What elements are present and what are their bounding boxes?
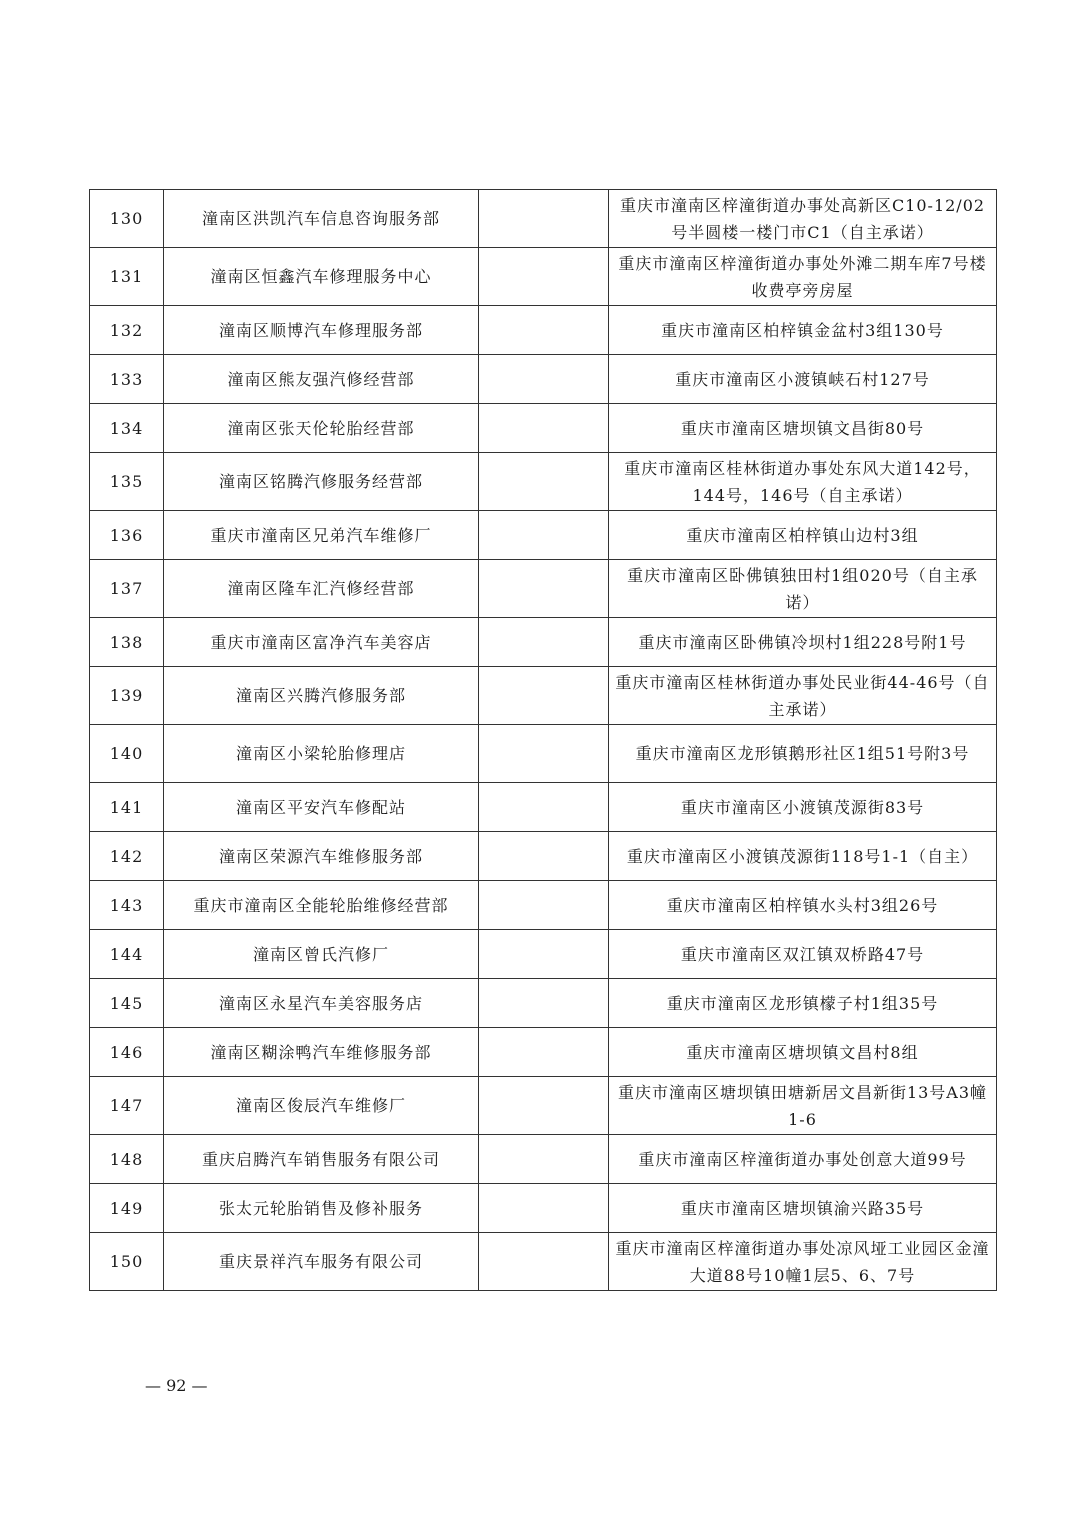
business-address: 重庆市潼南区龙形镇檬子村1组35号 [609, 979, 997, 1028]
blank-cell [479, 618, 609, 667]
row-number: 141 [90, 783, 164, 832]
table-row [90, 560, 997, 618]
business-address: 重庆市潼南区塘坝镇文昌街80号 [609, 404, 997, 453]
table-row [90, 979, 997, 1028]
row-number: 148 [90, 1135, 164, 1184]
business-address: 重庆市潼南区小渡镇茂源街118号1-1（自主） [609, 832, 997, 881]
blank-cell [479, 1233, 609, 1291]
row-number: 131 [90, 248, 164, 306]
table-row [90, 453, 997, 511]
table-row [90, 511, 997, 560]
business-list-table [89, 189, 997, 1291]
table-row [90, 832, 997, 881]
blank-cell [479, 560, 609, 618]
business-name: 潼南区张天伦轮胎经营部 [164, 404, 479, 453]
business-name: 重庆启腾汽车销售服务有限公司 [164, 1135, 479, 1184]
row-number: 137 [90, 560, 164, 618]
blank-cell [479, 306, 609, 355]
business-address: 重庆市潼南区小渡镇峡石村127号 [609, 355, 997, 404]
row-number: 136 [90, 511, 164, 560]
table-body [90, 190, 997, 1291]
blank-cell [479, 1135, 609, 1184]
row-number: 150 [90, 1233, 164, 1291]
business-address: 重庆市潼南区塘坝镇渝兴路35号 [609, 1184, 997, 1233]
row-number: 145 [90, 979, 164, 1028]
table-row [90, 1028, 997, 1077]
row-number: 146 [90, 1028, 164, 1077]
row-number: 132 [90, 306, 164, 355]
business-address: 重庆市潼南区桂林街道办事处民业街44-46号（自主承诺） [609, 667, 997, 725]
business-name: 潼南区恒鑫汽车修理服务中心 [164, 248, 479, 306]
table-row [90, 355, 997, 404]
blank-cell [479, 881, 609, 930]
business-name: 潼南区糊涂鸭汽车维修服务部 [164, 1028, 479, 1077]
business-address: 重庆市潼南区卧佛镇冷坝村1组228号附1号 [609, 618, 997, 667]
business-address: 重庆市潼南区柏梓镇山边村3组 [609, 511, 997, 560]
row-number: 135 [90, 453, 164, 511]
business-address: 重庆市潼南区桂林街道办事处东风大道142号，144号，146号（自主承诺） [609, 453, 997, 511]
business-address: 重庆市潼南区梓潼街道办事处外滩二期车库7号楼收费亭旁房屋 [609, 248, 997, 306]
business-address: 重庆市潼南区梓潼街道办事处创意大道99号 [609, 1135, 997, 1184]
row-number: 144 [90, 930, 164, 979]
page-number: — 92 — [145, 1376, 208, 1395]
table-row [90, 1184, 997, 1233]
table-row [90, 1135, 997, 1184]
table-row [90, 618, 997, 667]
blank-cell [479, 783, 609, 832]
business-name: 潼南区兴腾汽修服务部 [164, 667, 479, 725]
business-name: 潼南区熊友强汽修经营部 [164, 355, 479, 404]
row-number: 140 [90, 725, 164, 783]
business-name: 潼南区俊辰汽车维修厂 [164, 1077, 479, 1135]
business-name: 潼南区顺博汽车修理服务部 [164, 306, 479, 355]
business-name: 潼南区平安汽车修配站 [164, 783, 479, 832]
business-address: 重庆市潼南区柏梓镇金盆村3组130号 [609, 306, 997, 355]
business-address: 重庆市潼南区塘坝镇田塘新居文昌新街13号A3幢1-6 [609, 1077, 997, 1135]
blank-cell [479, 1028, 609, 1077]
table-row [90, 1077, 997, 1135]
business-name: 重庆景祥汽车服务有限公司 [164, 1233, 479, 1291]
business-name: 潼南区铭腾汽修服务经营部 [164, 453, 479, 511]
blank-cell [479, 355, 609, 404]
blank-cell [479, 930, 609, 979]
business-name: 潼南区洪凯汽车信息咨询服务部 [164, 190, 479, 248]
business-name: 潼南区曾氏汽修厂 [164, 930, 479, 979]
table-row [90, 783, 997, 832]
table-row [90, 930, 997, 979]
business-name: 潼南区荣源汽车维修服务部 [164, 832, 479, 881]
business-name: 重庆市潼南区兄弟汽车维修厂 [164, 511, 479, 560]
row-number: 138 [90, 618, 164, 667]
business-address: 重庆市潼南区小渡镇茂源街83号 [609, 783, 997, 832]
blank-cell [479, 979, 609, 1028]
row-number: 130 [90, 190, 164, 248]
row-number: 147 [90, 1077, 164, 1135]
business-name: 重庆市潼南区富净汽车美容店 [164, 618, 479, 667]
row-number: 134 [90, 404, 164, 453]
business-name: 潼南区永星汽车美容服务店 [164, 979, 479, 1028]
business-address: 重庆市潼南区卧佛镇独田村1组020号（自主承诺） [609, 560, 997, 618]
table-row [90, 1233, 997, 1291]
table-row [90, 404, 997, 453]
business-address: 重庆市潼南区塘坝镇文昌村8组 [609, 1028, 997, 1077]
row-number: 149 [90, 1184, 164, 1233]
row-number: 142 [90, 832, 164, 881]
blank-cell [479, 190, 609, 248]
business-name: 潼南区隆车汇汽修经营部 [164, 560, 479, 618]
row-number: 133 [90, 355, 164, 404]
business-address: 重庆市潼南区双江镇双桥路47号 [609, 930, 997, 979]
table-row [90, 306, 997, 355]
business-address: 重庆市潼南区梓潼街道办事处高新区C10-12/02号半圆楼一楼门市C1（自主承诺） [609, 190, 997, 248]
table-row [90, 248, 997, 306]
table-row [90, 881, 997, 930]
business-name: 潼南区小梁轮胎修理店 [164, 725, 479, 783]
blank-cell [479, 1184, 609, 1233]
table-row [90, 725, 997, 783]
business-address: 重庆市潼南区梓潼街道办事处凉风垭工业园区金潼大道88号10幢1层5、6、7号 [609, 1233, 997, 1291]
business-name: 张太元轮胎销售及修补服务 [164, 1184, 479, 1233]
blank-cell [479, 404, 609, 453]
business-name: 重庆市潼南区全能轮胎维修经营部 [164, 881, 479, 930]
blank-cell [479, 667, 609, 725]
table-row [90, 190, 997, 248]
blank-cell [479, 832, 609, 881]
row-number: 143 [90, 881, 164, 930]
row-number: 139 [90, 667, 164, 725]
blank-cell [479, 511, 609, 560]
blank-cell [479, 1077, 609, 1135]
table-row [90, 667, 997, 725]
blank-cell [479, 453, 609, 511]
business-address: 重庆市潼南区柏梓镇水头村3组26号 [609, 881, 997, 930]
blank-cell [479, 248, 609, 306]
business-address: 重庆市潼南区龙形镇鹅形社区1组51号附3号 [609, 725, 997, 783]
blank-cell [479, 725, 609, 783]
